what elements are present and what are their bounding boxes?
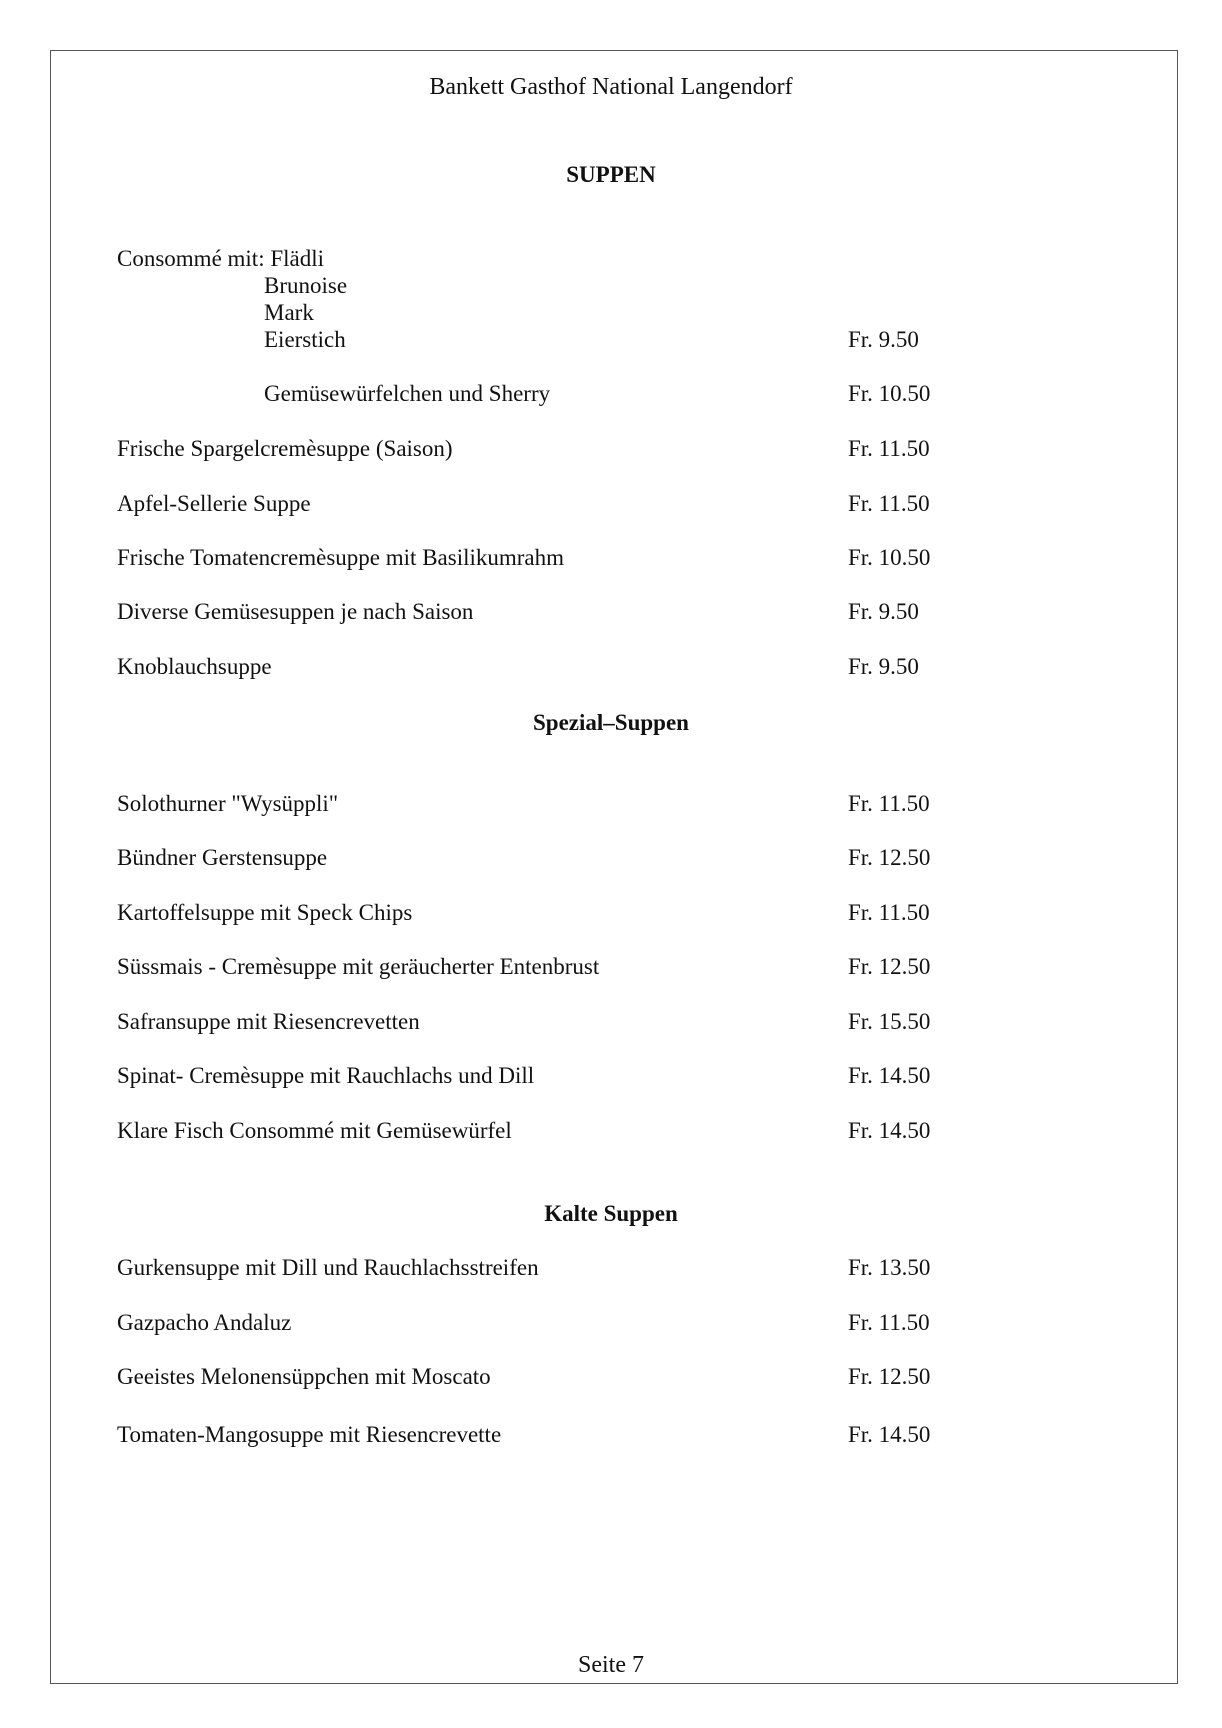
menu-item-name: Frische Spargelcremèsuppe (Saison): [117, 436, 453, 461]
menu-item-price: Fr. 11.50: [848, 900, 930, 925]
menu-item-name: Geeistes Melonensüppchen mit Moscato: [117, 1364, 491, 1389]
gemuese-sherry-label: Gemüsewürfelchen und Sherry: [264, 381, 551, 406]
gemuese-sherry-price: Fr. 10.50: [848, 381, 931, 406]
menu-item-price: Fr. 13.50: [848, 1255, 931, 1280]
menu-item-name: Tomaten-Mangosuppe mit Riesencrevette: [117, 1422, 502, 1447]
menu-item-name: Gazpacho Andaluz: [117, 1310, 292, 1335]
consomme-sub: Eierstich: [264, 327, 346, 352]
menu-item-name: Apfel-Sellerie Suppe: [117, 491, 311, 516]
menu-item-price: Fr. 12.50: [848, 845, 931, 870]
consomme-price: Fr. 9.50: [848, 327, 919, 352]
page-header: Bankett Gasthof National Langendorf: [429, 74, 793, 100]
menu-item-price: Fr. 14.50: [848, 1422, 931, 1447]
menu-item-price: Fr. 11.50: [848, 491, 930, 516]
menu-item-name: Bündner Gerstensuppe: [117, 845, 328, 870]
menu-item-name: Süssmais - Cremèsuppe mit geräucherter Entenbrust: [117, 954, 600, 979]
section-heading-kalt: Kalte Suppen: [544, 1201, 678, 1226]
menu-item-name: Diverse Gemüsesuppen je nach Saison: [117, 599, 474, 624]
page-number: Seite 7: [578, 1652, 644, 1678]
menu-item-price: Fr. 11.50: [848, 791, 930, 816]
section-heading-spezial: Spezial–Suppen: [533, 710, 689, 735]
menu-item-name: Solothurner "Wysüppli": [117, 791, 339, 816]
menu-item-price: Fr. 10.50: [848, 545, 931, 570]
menu-item-name: Gurkensuppe mit Dill und Rauchlachsstreifen: [117, 1255, 539, 1280]
menu-item-price: Fr. 14.50: [848, 1063, 931, 1088]
menu-item-name: Safransuppe mit Riesencrevetten: [117, 1009, 420, 1034]
consomme-sub: Brunoise: [264, 273, 348, 298]
menu-item-price: Fr. 15.50: [848, 1009, 931, 1034]
menu-item-price: Fr. 12.50: [848, 954, 931, 979]
menu-item-name: Kartoffelsuppe mit Speck Chips: [117, 900, 413, 925]
consomme-label: Consommé mit: Flädli: [117, 246, 325, 271]
menu-item-price: Fr. 14.50: [848, 1118, 931, 1143]
menu-item-name: Frische Tomatencremèsuppe mit Basilikumrahm: [117, 545, 565, 570]
consomme-sub: Mark: [264, 300, 314, 325]
menu-item-price: Fr. 12.50: [848, 1364, 931, 1389]
section-heading-suppen: SUPPEN: [566, 162, 656, 187]
menu-item-name: Klare Fisch Consommé mit Gemüsewürfel: [117, 1118, 512, 1143]
menu-item-price: Fr. 11.50: [848, 436, 930, 461]
menu-item-price: Fr. 9.50: [848, 599, 919, 624]
menu-item-name: Knoblauchsuppe: [117, 654, 272, 679]
menu-item-price: Fr. 11.50: [848, 1310, 930, 1335]
menu-item-name: Spinat- Cremèsuppe mit Rauchlachs und Dill: [117, 1063, 535, 1088]
menu-item-price: Fr. 9.50: [848, 654, 919, 679]
